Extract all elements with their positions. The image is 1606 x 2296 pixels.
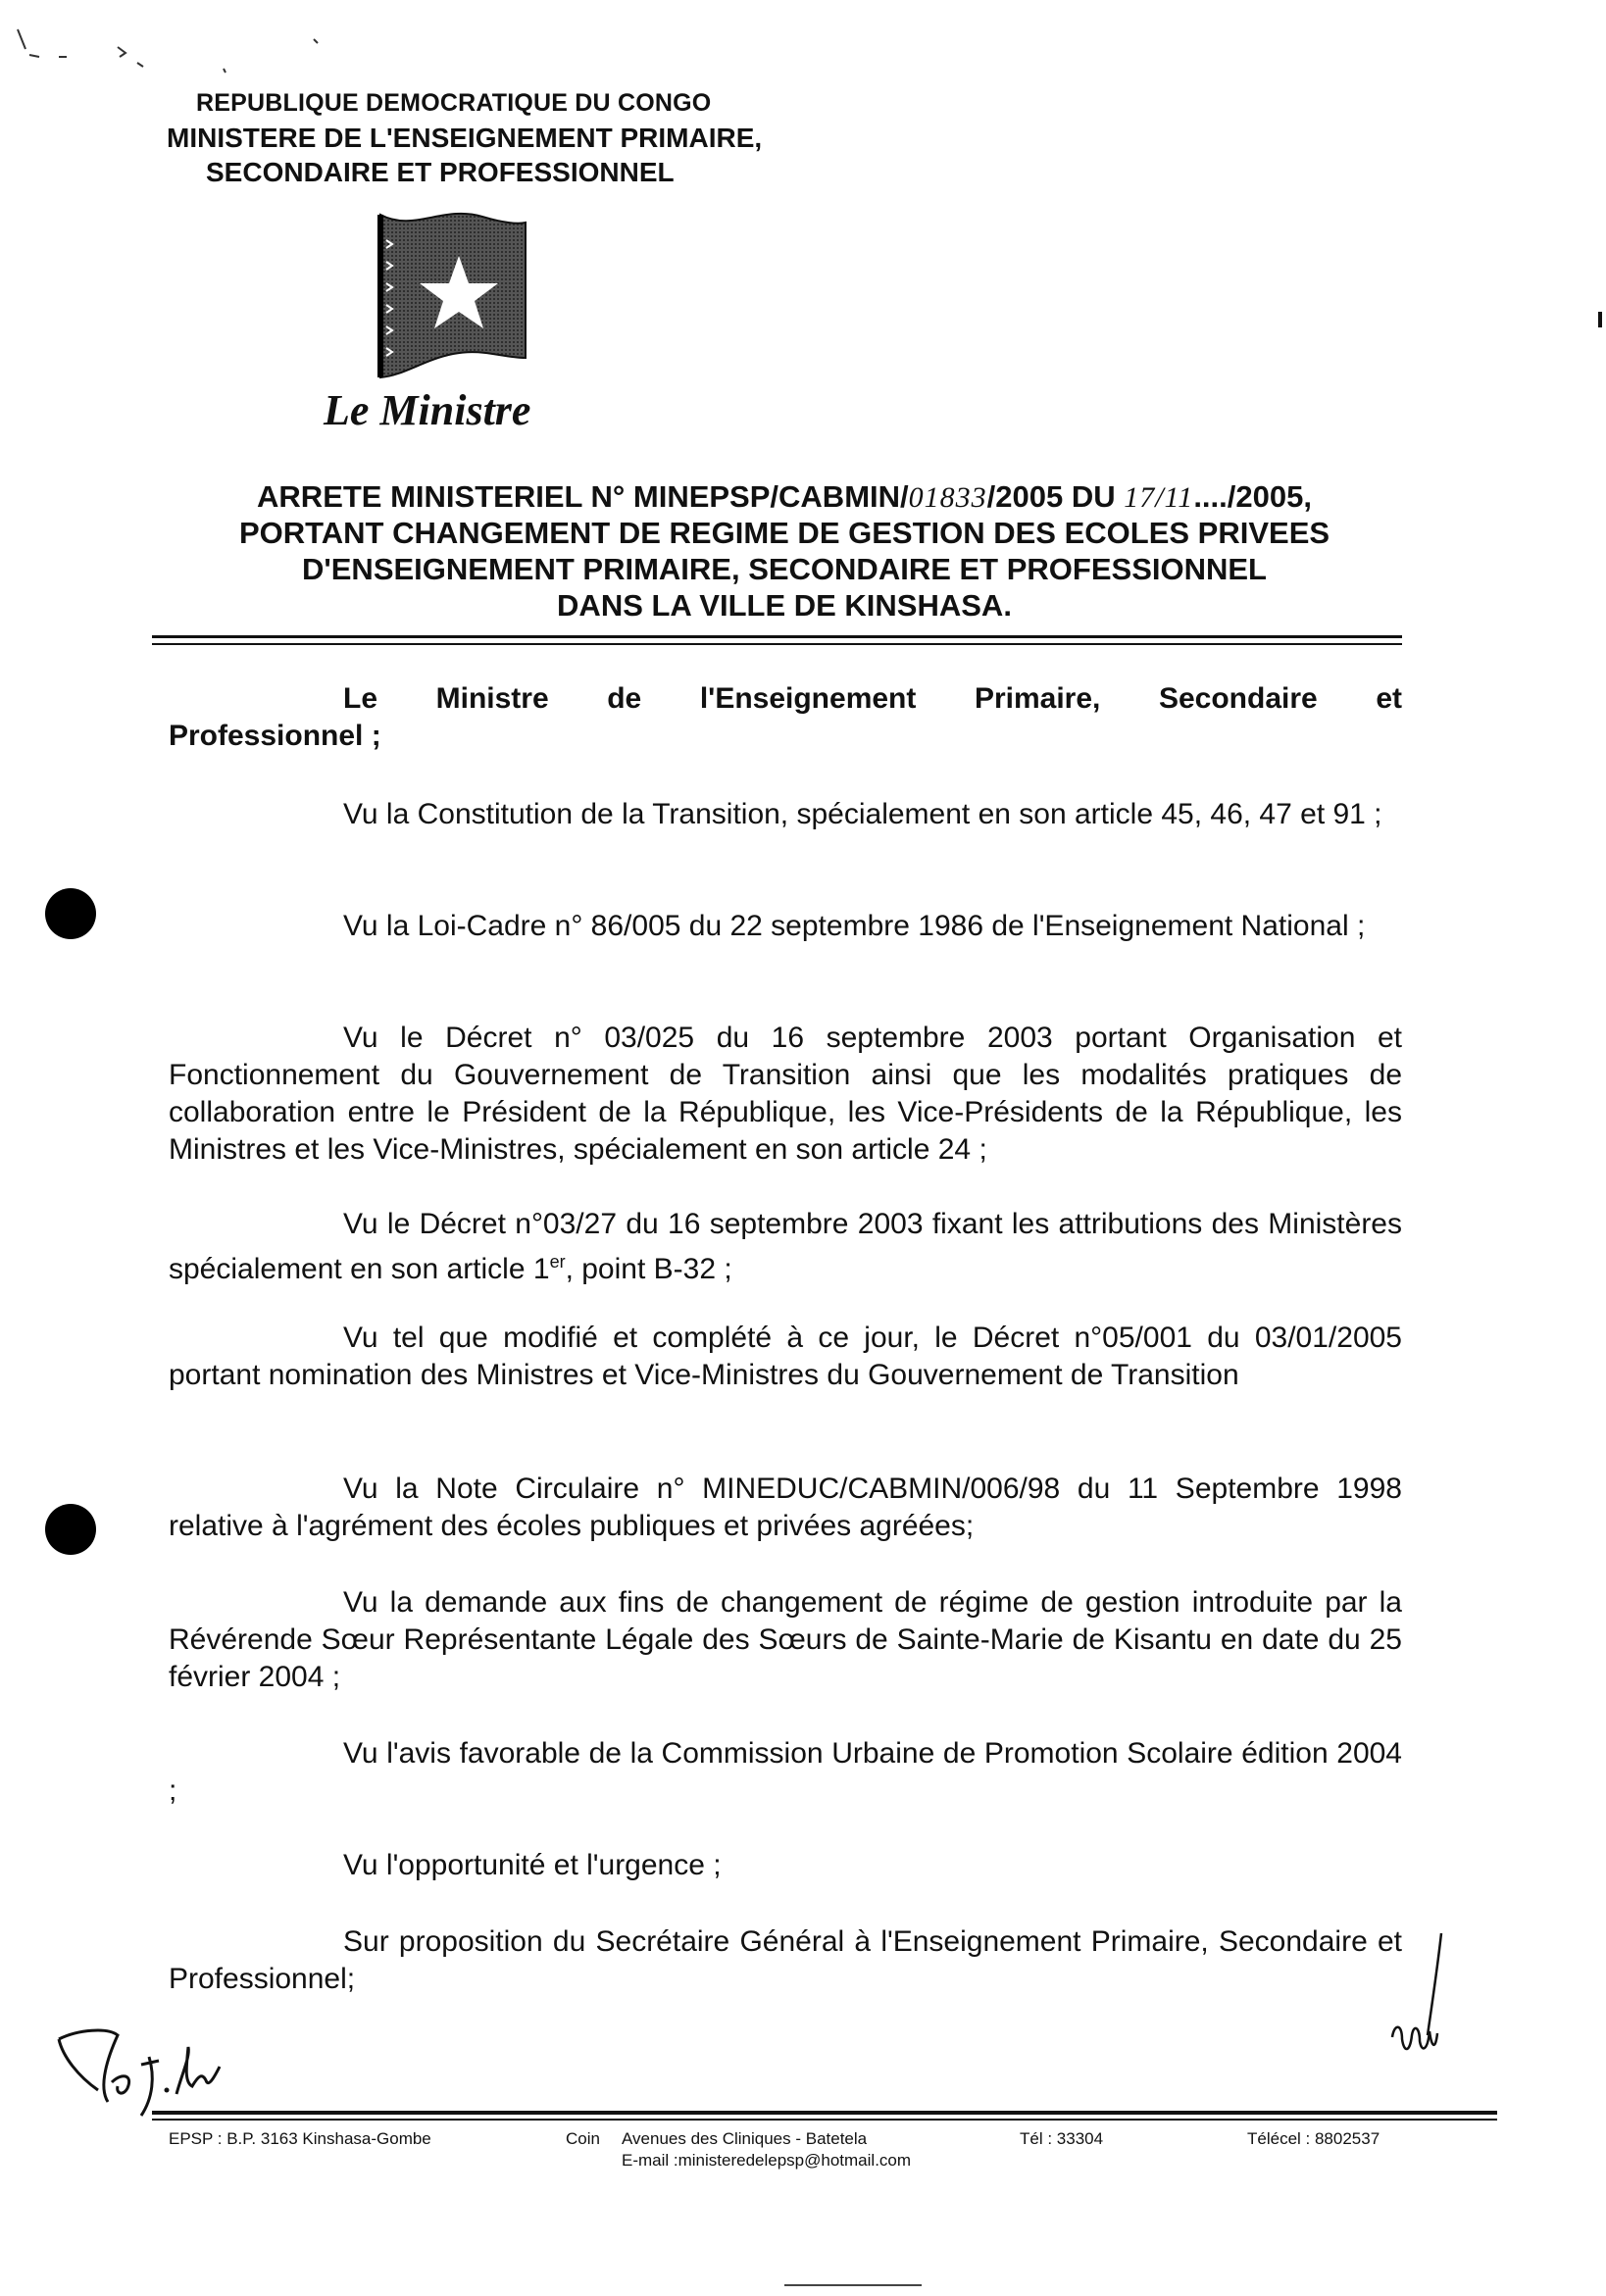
consideration-item: Vu la Constitution de la Transition, spécialement en son article 45, 46, 47 et 91 ;: [343, 798, 1382, 830]
handwritten-initials-icon: [39, 2018, 255, 2125]
consideration-item: Vu la Note Circulaire n° MINEDUC/CABMIN/006/98 du 11 Septembre 1998 relative à l'agrément des écoles publiques et privées agréées;: [169, 1472, 1402, 1542]
consideration-text-end: , point B-32 ;: [565, 1253, 732, 1285]
footer-email: E-mail :ministeredelepsp@hotmail.com: [622, 2151, 912, 2170]
scan-mark-bottom: [784, 2284, 922, 2286]
consideration-item: Vu la demande aux fins de changement de régime de gestion introduite par la Révérende Sœur Représentante Légale des Sœurs de Sainte-Marie de Kisantu en date du 25 février 2004 ;: [169, 1586, 1402, 1693]
ministry-name-line2: SECONDAIRE ET PROFESSIONNEL: [206, 157, 675, 187]
decree-number-handwritten: 01833: [908, 481, 987, 514]
footer-telecel: Télécel : 8802537: [1247, 2129, 1380, 2148]
punch-hole: [45, 888, 96, 939]
consideration-item: Vu la Loi-Cadre n° 86/005 du 22 septembre 1986 de l'Enseignement National ;: [343, 910, 1366, 942]
preamble-heading-end: Professionnel ;: [169, 720, 381, 752]
signature-title: Le Ministre: [324, 386, 531, 434]
punch-hole: [45, 1504, 96, 1555]
footer-address: EPSP : B.P. 3163 Kinshasa-Gombe: [169, 2129, 431, 2148]
margin-mark: [1598, 312, 1602, 327]
footer-avenues: Avenues des Cliniques - Batetela: [622, 2129, 868, 2148]
consideration-item: Sur proposition du Secrétaire Général à l'Enseignement Primaire, Secondaire et Professionnel;: [169, 1925, 1402, 1995]
ministry-name-line1: MINISTERE DE L'ENSEIGNEMENT PRIMAIRE,: [167, 123, 763, 153]
scan-marks: [0, 0, 353, 88]
consideration-text: Vu le Décret n°03/27 du 16 septembre 2003 fixant les attributions des Ministères spécialement en son article 1: [169, 1208, 1402, 1285]
decree-title-line3: D'ENSEIGNEMENT PRIMAIRE, SECONDAIRE ET PROFESSIONNEL: [302, 552, 1267, 586]
title-rule-bottom: [152, 643, 1402, 645]
ordinal-superscript: er: [549, 1252, 566, 1272]
title-rule-top: [152, 635, 1402, 638]
consideration-item: Vu l'avis favorable de la Commission Urbaine de Promotion Scolaire édition 2004 ;: [169, 1737, 1402, 1807]
consideration-item: Vu le Décret n° 03/025 du 16 septembre 2003 portant Organisation et Fonctionnement du Gouvernement de Transition ainsi que les modalités pratiques de collaboration entre le Président de la République, les Vice-Présidents de la République, les Ministres et les Vice-Ministres, spécialement en son article 24 ;: [169, 1022, 1402, 1166]
decree-date-handwritten: 17/11: [1124, 481, 1194, 514]
country-name: REPUBLIQUE DEMOCRATIQUE DU CONGO: [196, 89, 712, 117]
handwritten-signature-icon: [1373, 1929, 1461, 2076]
consideration-item: [169, 1206, 1402, 1288]
consideration-item: Vu l'opportunité et l'urgence ;: [343, 1849, 722, 1881]
decree-reference: [147, 478, 1422, 517]
decree-title-line2: PORTANT CHANGEMENT DE REGIME DE GESTION DES ECOLES PRIVEES: [238, 516, 1330, 550]
consideration-item: Vu tel que modifié et complété à ce jour, le Décret n°05/001 du 03/01/2005 portant nomination des Ministres et Vice-Ministres du Gouvernement de Transition: [169, 1322, 1402, 1391]
decree-ref-suffix: ..../2005,: [1193, 479, 1312, 514]
decree-title-line4: DANS LA VILLE DE KINSHASA.: [557, 588, 1012, 623]
decree-ref-middle: /2005 DU: [986, 479, 1125, 514]
footer-tel: Tél : 33304: [1020, 2129, 1104, 2148]
star-flag-emblem-icon: [375, 211, 531, 382]
decree-ref-prefix: ARRETE MINISTERIEL N° MINEPSP/CABMIN/: [257, 479, 909, 514]
preamble-heading: Le Ministre de l'Enseignement Primaire, Secondaire et: [343, 682, 1402, 715]
footer-rule-top: [152, 2111, 1497, 2115]
footer-rule-bottom: [152, 2119, 1497, 2121]
footer-corner-label: Coin: [566, 2129, 600, 2148]
